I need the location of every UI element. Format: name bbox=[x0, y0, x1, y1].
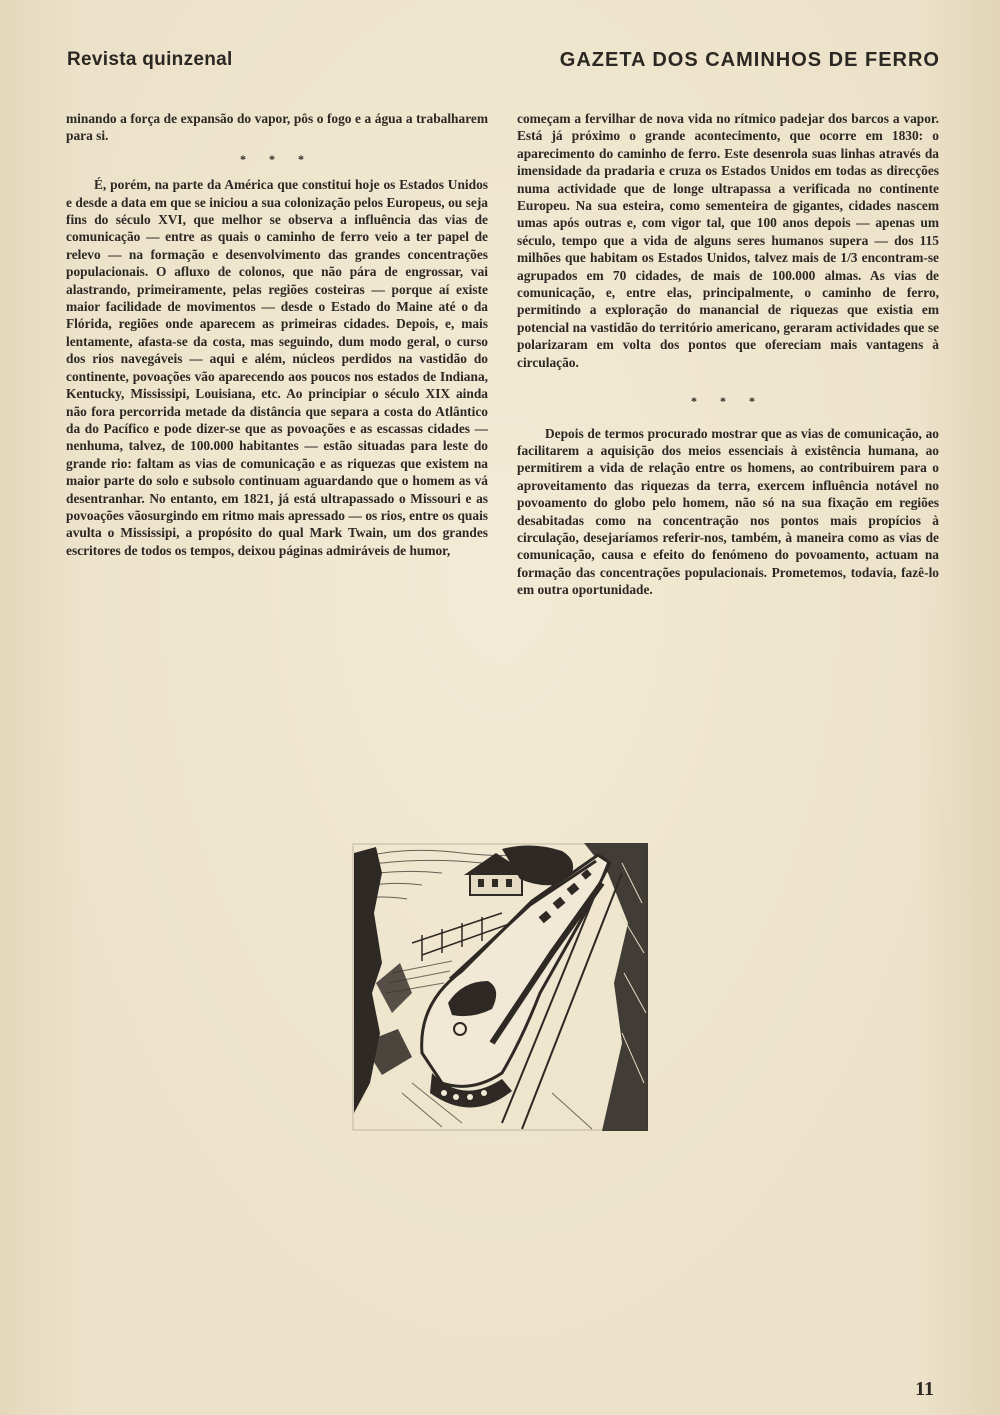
page-number: 11 bbox=[915, 1378, 934, 1400]
paragraph-railway-arrival: começam a fervilhar de nova vida no rítmico padejar dos barcos a vapor. Está já próximo o grande acontecimento, que ocorre em 1830: o aparecimento do caminho de ferro. Este desenrola suas linhas através da imensidade da pradaria e cruza os Estados Unidos em todas as direcções numa actividade que de longe ultrapassa a verificada no continente Europeu. Na sua esteira, como sementeira de gigantes, cidades nascem umas após outras e, com vigor tal, que 100 anos depois — apenas um século, tempo que a vida de alguns seres humanos supera — dos 115 milhões que habitam os Estados Unidos, talvez mais de 1/3 encontram-se agrupados em 70 cidades, de mais de 100.000 almas. As vias de comunicação, e, entre elas, principalmente, o caminho de ferro, permitindo a exploração do manancial de riquezas que existia em potencial na vastidão do território americano, geraram actividades que se polarizaram em volta dos pontos que ofereciam mais vantagens à circulação. bbox=[517, 111, 939, 370]
train-illustration bbox=[352, 843, 648, 1131]
text-column-left bbox=[66, 110, 488, 559]
header-magazine-title: GAZETA DOS CAMINHOS DE FERRO bbox=[559, 49, 940, 71]
text-column-right bbox=[517, 110, 939, 599]
show-through-text bbox=[60, 668, 940, 728]
paragraph-continuation: minando a força de expansão do vapor, pôs o fogo e a água a trabalharem para si. bbox=[66, 111, 488, 144]
header-publication-frequency: Revista quinzenal bbox=[67, 49, 233, 70]
section-separator: * * * bbox=[240, 151, 314, 166]
paragraph-america: É, porém, na parte da América que constitui hoje os Estados Unidos e desde a data em que se iniciou a sua colonização pelos Europeus, ou seja fins do século XVI, que melhor se observa a influência das vias de comunicação — entre as quais o caminho de ferro veio a ter papel de relevo — na formação e desenvolvimento das grandes concentrações populacionais. O afluxo de colonos, que não pára de engrossar, vai alastrando, primeiramente, pelas regiões costeiras — porque aí existe maior facilidade de movimentos — desde o Estado do Maine até o da Flórida, regiões onde aparecem as primeiras cidades. Depois, e, mais lentamente, afasta-se da costa, mas seguindo, dum modo geral, o curso dos rios navegáveis — aqui e além, núcleos perdidos na vastidão do continente, povoações vão aparecendo aos poucos nos estados de Indiana, Kentucky, Mississipi, Louisiana, etc. Ao principiar o século XIX ainda não fora percorrida metade da distância que separa a costa do Atlântico da do Pacífico e pode dizer-se que as povoações e as escassas cidades — nenhuma, talvez, de 100.000 habitantes — estão situadas para leste do grande rio: faltam as vias de comunicação e as riquezas que existem na maior parte do solo e subsolo continuam aguardando que o homem as vá desentranhar. No entanto, em 1821, já está ultrapassado o Missouri e as povoações vãosurgindo em ritmo mais apressado — os rios, entre os quais avulta o Mississipi, a propósito do qual Mark Twain, um dos grandes escritores de todos os tempos, deixou páginas admiráveis de humor, bbox=[66, 177, 488, 558]
section-separator: * * * bbox=[691, 394, 765, 409]
paragraph-conclusion: Depois de termos procurado mostrar que as vias de comunicação, ao facilitarem a aquisição dos meios essenciais à existência humana, ao permitirem a vida de relação entre os homens, ao contribuirem para o aproveitamento das riquezas da terra, exercem influência notável no povoamento do globo pelo homem, não só na sua fixação em regiões desabitadas como na concentração nos pontos mais propícios à circulação, desejaríamos referir-nos, também, à maneira como as vias de comunicação, causa e efeito do fenómeno do povoamento, actuam na formação das concentrações populacionais. Prometemos, todavia, fazê-lo em outra oportunidade. bbox=[517, 425, 939, 598]
